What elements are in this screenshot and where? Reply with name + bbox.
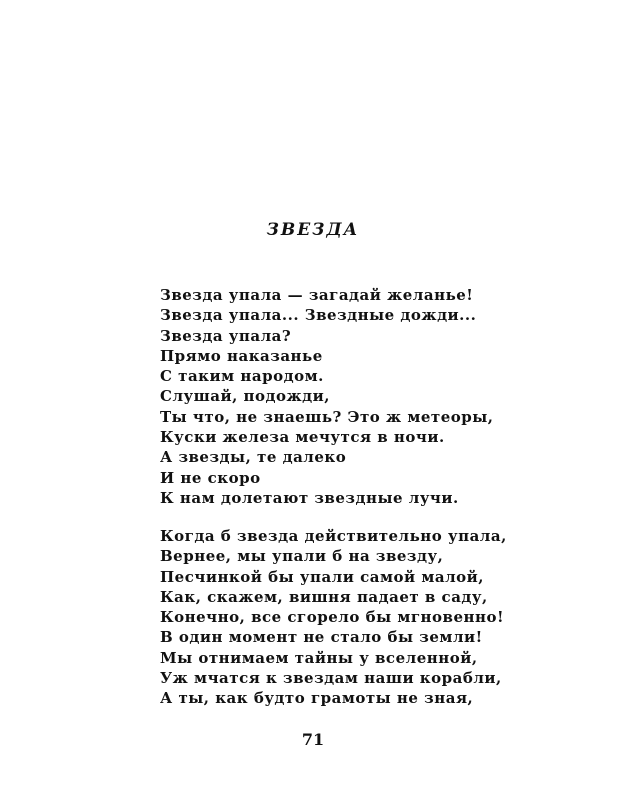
poem-line: А звезды, те далеко [160,448,347,467]
poem-line: Песчинкой бы упали самой малой, [160,567,485,586]
poem-line: Куски железа мечутся в ночи. [160,428,445,447]
poem-line: Конечно, все сгорело бы мгновенно! [160,608,505,627]
poem-line: Звезда упала — загадай желанье! [160,286,474,304]
poem-title: ЗВЕЗДА [266,220,360,240]
poem-line: К нам долетают звездные лучи. [160,488,459,507]
poem-line: В один момент не стало бы земли! [160,628,483,647]
poem-line: С таким народом. [160,367,324,386]
poem-line: Звезда упала? [160,326,292,345]
poem-line: А ты, как будто грамоты не зная, [160,689,474,708]
stanza-2 [160,526,600,709]
poem-line: И не скоро [160,468,261,487]
poem-line: Уж мчатся к звездам наши корабли, [160,669,502,688]
poem-line: Прямо наказанье [160,346,323,365]
poem-line: Вернее, мы упали б на звезду, [160,547,444,566]
poem-line: Звезда упала... Звездные дожди... [160,306,477,325]
poem-line: Мы отнимаем тайны у вселенной, [160,648,478,667]
poem-line: Ты что, не знаешь? Это ж метеоры, [160,407,494,426]
poem-line: Когда б звезда действительно упала, [160,527,507,545]
poem-line: Как, скажем, вишня падает в саду, [160,587,488,606]
poem-line: Слушай, подожди, [160,387,331,406]
stanza-1 [160,285,600,508]
page-number: 71 [301,730,325,749]
